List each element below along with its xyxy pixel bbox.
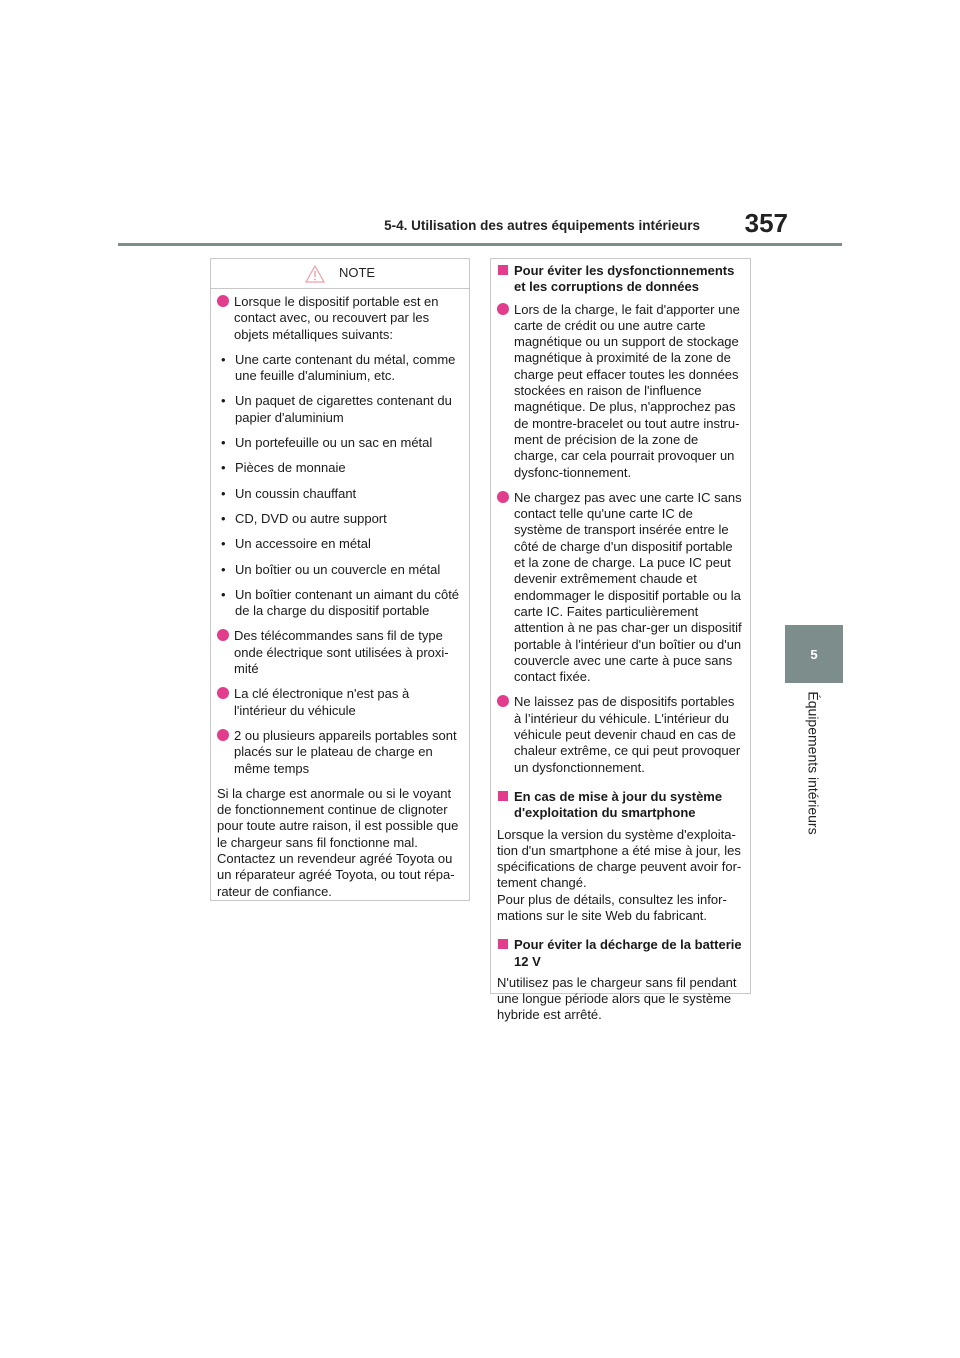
section-heading <box>497 789 744 822</box>
info-bullet <box>497 302 744 481</box>
info-bullet <box>497 694 744 775</box>
info-paragraph: Lorsque la version du système d'exploita-tion d'un smartphone a été mise à jour, les spécifications de charge peuvent avoir for-tement changé. Pour plus de détails, consultez les infor-mations sur le site Web du fabricant. <box>497 826 742 923</box>
note-closing-paragraph: Si la charge est anormale ou si le voyant de fonctionnement continue de clignoter pour toute autre raison, il est possible que le chargeur sans fil fonctionne mal. Contactez un revendeur agréé Toyota ou un réparateur agréé Toyota, ou tout répa-rateur de confiance. <box>217 785 459 899</box>
note-sub-item: • Un paquet de cigarettes contenant du papier d'aluminium <box>221 393 452 425</box>
note-sub-item: • Une carte contenant du métal, comme une feuille d'aluminium, etc. <box>221 351 456 384</box>
bullet-dot-icon <box>497 303 509 315</box>
note-sub-text: Un paquet de cigarettes contenant du papier d'aluminium <box>235 393 452 425</box>
note-sub-text: Un coussin chauffant <box>235 485 357 501</box>
bullet-dot-icon <box>217 687 229 699</box>
bullet-dot-icon <box>497 695 509 707</box>
chapter-tab: 5 <box>785 625 843 683</box>
section-heading-text: Pour éviter la décharge de la batterie 12 V <box>514 937 742 969</box>
note-bullet-text: La clé électronique n'est pas à l'intérieur du véhicule <box>234 686 410 718</box>
info-box <box>490 258 751 1023</box>
bullet-dot-icon <box>217 729 229 741</box>
bullet-dot-icon <box>497 491 509 503</box>
section-title: 5-4. Utilisation des autres équipements intérieurs <box>384 218 700 233</box>
note-bullet-text: 2 ou plusieurs appareils portables sont placés sur le plateau de charge en même temps <box>234 727 457 776</box>
note-sub-text: Un accessoire en métal <box>235 536 371 552</box>
note-sub-item: • Un boîtier contenant un aimant du côté de la charge du dispositif portable <box>221 586 460 619</box>
section-heading-text: En cas de mise à jour du système d'exploitation du smartphone <box>514 788 723 821</box>
info-paragraph: N'utilisez pas le chargeur sans fil pendant une longue période alors que le système hybride est arrêté. <box>497 974 737 1023</box>
info-bullet-text: Lors de la charge, le fait d'apporter une carte de crédit ou une autre carte magnétique ou un support de stockage magnétique à proximité de la zone de charge peut effacer toutes les données stockées en raison de l'influence magnétique. De plus, n'approchez pas de montre-bracelet ou tout autre instru-ment de précision de la zone de charge, car cela pourrait provoquer un dysfonc-tionnement. <box>514 301 740 480</box>
bullet-dot-icon <box>217 295 229 307</box>
note-bullet <box>217 686 463 719</box>
note-sub-text: Un portefeuille ou un sac en métal <box>235 435 433 451</box>
note-sub-text: Un boîtier contenant un aimant du côté de la charge du dispositif portable <box>235 586 460 619</box>
info-bullet <box>497 490 744 686</box>
note-sub-item: • CD, DVD ou autre support <box>221 510 387 526</box>
note-sub-text: Une carte contenant du métal, comme une feuille d'aluminium, etc. <box>235 351 456 384</box>
bullet-dot-icon <box>217 629 229 641</box>
square-bullet-icon <box>498 939 508 949</box>
note-bullet-text: Des télécommandes sans fil de type onde électrique sont utilisées à proxi-mité <box>234 628 449 677</box>
note-header <box>211 259 469 289</box>
page-number: 357 <box>744 208 788 238</box>
note-bullet <box>217 728 463 777</box>
note-sub-text: Un boîtier ou un couvercle en métal <box>235 561 441 577</box>
warning-triangle-icon <box>305 265 325 283</box>
note-title: NOTE <box>338 265 376 281</box>
section-heading <box>497 937 744 970</box>
note-sub-item: • Un coussin chauffant <box>221 485 357 501</box>
info-bullet-text: Ne laissez pas de dispositifs portables à l’intérieur du véhicule. L'intérieur du véhicule peut devenir chaud en cas de chaleur extrême, ce qui peut provoquer un dysfonctionnement. <box>514 694 741 775</box>
note-bullet <box>217 294 463 343</box>
square-bullet-icon <box>498 265 508 275</box>
section-heading-text: Pour éviter les dysfonctionnements et les corruptions de données <box>514 263 735 295</box>
chapter-label-text: Équipements intérieurs <box>806 691 822 835</box>
note-bullet-text: Lorsque le dispositif portable est en contact avec, ou recouvert par les objets métalliques suivants: <box>234 294 439 342</box>
note-sub-item: • Un portefeuille ou un sac en métal <box>221 435 433 451</box>
chapter-label <box>806 691 822 835</box>
header-rule <box>118 243 842 246</box>
section-heading <box>497 263 744 296</box>
info-bullet-text: Ne chargez pas avec une carte IC sans contact telle qu'une carte IC de système de transport insérée entre le côté de charge d'un dispositif portable et la zone de charge. La puce IC peut devenir extrêmement chaude et endommager le dispositif portable ou la carte IC. Faites particulièrement attention à ne pas char-ger un dispositif portable à l'intérieur d'un boîtier ou d'un couvercle avec une carte à puce sans contact fixée. <box>514 489 742 685</box>
note-sub-item: • Pièces de monnaie <box>221 460 346 476</box>
note-box <box>210 258 470 901</box>
note-bullet <box>217 628 463 677</box>
note-sub-item: • Un boîtier ou un couvercle en métal <box>221 561 441 577</box>
note-sub-text: CD, DVD ou autre support <box>235 510 387 526</box>
note-sub-text: Pièces de monnaie <box>235 460 346 476</box>
square-bullet-icon <box>498 791 508 801</box>
note-sub-item: • Un accessoire en métal <box>221 536 371 552</box>
